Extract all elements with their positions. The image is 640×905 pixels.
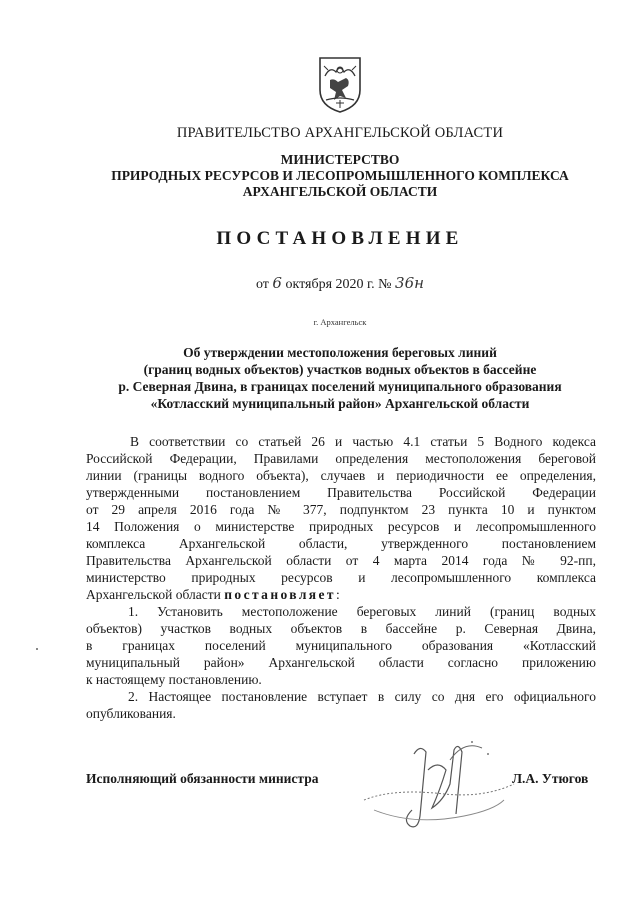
subject-line: (границ водных объектов) участков водных объектов в бассейне [143, 362, 537, 377]
document-title: ПОСТАНОВЛЕНИЕ [216, 228, 464, 249]
body-line: комплекса Архангельской области, утвержденного постановлением [86, 536, 596, 551]
subject-line: Об утверждении местоположения береговых линий [183, 345, 497, 360]
date-month-year: октября 2020 г. № [285, 277, 392, 292]
body-line: В соответствии со статьей 26 и частью 4.1 статьи 5 Водного кодекса [130, 434, 596, 449]
decrees-word: постановляет [224, 587, 336, 602]
body-line: муниципальный район» Архангельской области согласно приложению [86, 655, 596, 670]
preamble-colon: : [335, 587, 340, 602]
ministry-line: АРХАНГЕЛЬСКОЙ ОБЛАСТИ [242, 184, 438, 199]
document-body [86, 433, 596, 722]
subject-line: р. Северная Двина, в границах поселений муниципального образования [118, 379, 562, 394]
body-line: Правительства Архангельской области от 4 марта 2014 года № 92-пп, [86, 553, 596, 568]
coat-of-arms-icon [316, 56, 364, 114]
signatory-position: Исполняющий обязанности министра [86, 771, 319, 786]
body-line: к настоящему постановлению. [86, 672, 262, 687]
body-line: утвержденными постановлением Правительства Российской Федерации [86, 485, 596, 500]
handwritten-signature [354, 730, 524, 840]
document-number: 36н [395, 274, 425, 292]
date-line [60, 274, 620, 293]
ministry-name [60, 152, 620, 200]
body-line: линии (границы водного объекта), случаев и периодичности ее определения, [86, 468, 596, 483]
scan-speck [36, 648, 38, 650]
signatory-name: Л.А. Утюгов [512, 771, 589, 786]
ministry-line: МИНИСТЕРСТВО [280, 152, 400, 167]
subject-line: «Котласский муниципальный район» Архангельской области [150, 396, 530, 411]
date-day: 6 [272, 274, 282, 292]
body-line [86, 586, 596, 603]
subject-heading [60, 344, 620, 412]
preamble-end: Архангельской области [86, 587, 221, 602]
body-line: Российской Федерации, Правилами определения местоположения береговой [86, 451, 596, 466]
body-line: в границах поселений муниципального образования «Котласский [86, 638, 596, 653]
government-name: ПРАВИТЕЛЬСТВО АРХАНГЕЛЬСКОЙ ОБЛАСТИ [176, 125, 504, 141]
ministry-line: ПРИРОДНЫХ РЕСУРСОВ И ЛЕСОПРОМЫШЛЕННОГО КОМПЛЕКСА [111, 168, 569, 183]
body-line: опубликования. [86, 706, 176, 721]
body-line: 1. Установить местоположение береговых линий (границ водных [128, 604, 596, 619]
body-line: 14 Положения о министерстве природных ресурсов и лесопромышленного [86, 519, 596, 534]
date-prefix: от [255, 277, 269, 292]
body-line: объектов) участков водных объектов в бассейне р. Северная Двина, [86, 621, 596, 636]
city: г. Архангельск [313, 317, 367, 327]
body-line: министерство природных ресурсов и лесопромышленного комплекса [86, 570, 596, 585]
body-line: 2. Настоящее постановление вступает в силу со дня его официального [128, 689, 596, 704]
body-line: от 29 апреля 2016 года № 377, подпунктом 23 пункта 10 и пунктом [86, 502, 596, 517]
